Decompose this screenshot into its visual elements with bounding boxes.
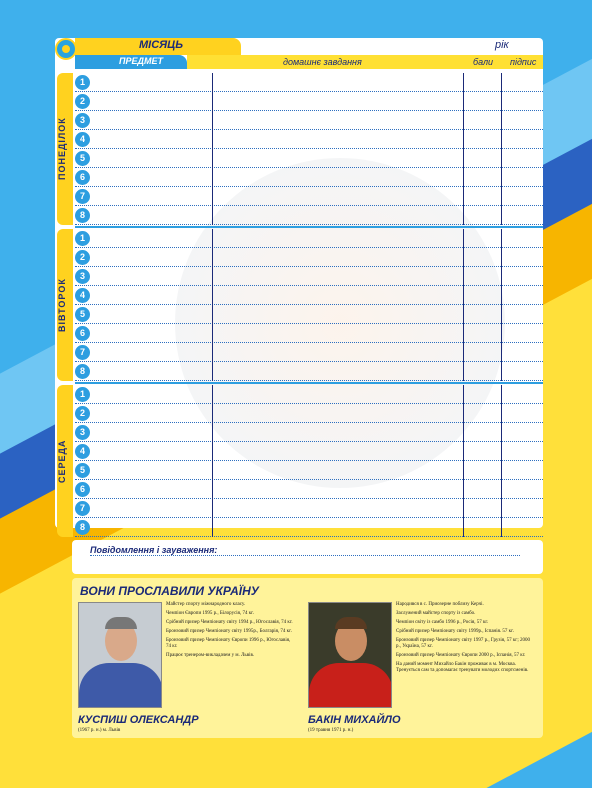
hero-dates: (1967 р. н.) м. Львів xyxy=(78,728,121,733)
lesson-number: 1 xyxy=(75,231,90,246)
lesson-row[interactable] xyxy=(75,267,543,286)
lesson-row[interactable] xyxy=(75,111,543,130)
lesson-number: 8 xyxy=(75,208,90,223)
day-name: СЕРЕДА xyxy=(57,439,67,483)
photo-figure xyxy=(105,617,137,629)
lesson-number: 6 xyxy=(75,482,90,497)
bio-line: Народився в с. Приозерне поблизу Керчі. xyxy=(396,602,484,607)
heroes-title: ВОНИ ПРОСЛАВИЛИ УКРАЇНУ xyxy=(80,584,259,598)
lesson-row[interactable] xyxy=(75,362,543,381)
lesson-row[interactable] xyxy=(75,518,543,537)
lesson-row[interactable] xyxy=(75,423,543,442)
bio-line: Срібний призер Чемпіонату світу 1999р., Іспанія. 57 кг. xyxy=(396,629,514,634)
column-divider xyxy=(463,385,464,537)
bio-line: Майстер спорту міжнародного класу. xyxy=(166,602,246,607)
bio-line: Бронзовий призер Чемпіонату світу 1995р., Болгарія, 74 кг. xyxy=(166,629,292,634)
diary-planner xyxy=(55,38,543,532)
lesson-number: 8 xyxy=(75,520,90,535)
lesson-number: 2 xyxy=(75,406,90,421)
day-separator xyxy=(75,382,543,384)
day-side-tab xyxy=(57,385,73,537)
bio-line: Чемпіон світу із самбо 1996 р., Росія, 57 кг. xyxy=(396,620,489,625)
lesson-number: 2 xyxy=(75,250,90,265)
lesson-row[interactable] xyxy=(75,305,543,324)
lesson-number: 4 xyxy=(75,132,90,147)
column-divider xyxy=(501,73,502,225)
lesson-row[interactable] xyxy=(75,480,543,499)
lesson-number: 1 xyxy=(75,387,90,402)
bio-line: Працює тренером-викладачем у м. Львів. xyxy=(166,653,255,658)
lesson-number: 6 xyxy=(75,326,90,341)
lesson-grid xyxy=(75,73,543,225)
month-tab xyxy=(75,38,241,55)
bio-line: Бронзовий призер Чемпіонату світу 1997 р., Грузія, 57 кг; 2000 р., Україна, 57 кг. xyxy=(396,638,530,649)
bio-line: Срібний призер Чемпіонату світу 1994 р., Югославія, 74 кг. xyxy=(166,620,293,625)
day-side-tab xyxy=(57,229,73,381)
lesson-row[interactable] xyxy=(75,324,543,343)
day-side-tab xyxy=(57,73,73,225)
hero-photo xyxy=(78,602,162,708)
lesson-number: 3 xyxy=(75,113,90,128)
hero-bio xyxy=(396,602,536,677)
lesson-row[interactable] xyxy=(75,92,543,111)
column-divider xyxy=(212,229,213,381)
lesson-number: 2 xyxy=(75,94,90,109)
lesson-number: 5 xyxy=(75,463,90,478)
grades-label: бали xyxy=(473,57,494,67)
photo-figure xyxy=(309,663,392,707)
notes-line[interactable] xyxy=(90,555,520,556)
lesson-number: 6 xyxy=(75,170,90,185)
hero-dates: (19 травня 1971 р. н.) xyxy=(308,728,354,733)
lesson-grid xyxy=(75,229,543,381)
lesson-row[interactable] xyxy=(75,343,543,362)
day-separator xyxy=(75,226,543,228)
hero-bio xyxy=(166,602,296,662)
bio-line: Заслужений майстер спорту із самбо. xyxy=(396,611,476,616)
lesson-row[interactable] xyxy=(75,461,543,480)
notes-section xyxy=(72,540,543,574)
day-name: ПОНЕДІЛОК xyxy=(57,117,67,181)
lesson-number: 7 xyxy=(75,345,90,360)
day-name: ВІВТОРОК xyxy=(57,278,67,332)
photo-figure xyxy=(335,617,367,629)
month-label: МІСЯЦЬ xyxy=(139,39,183,51)
lesson-row[interactable] xyxy=(75,286,543,305)
lesson-number: 1 xyxy=(75,75,90,90)
lesson-row[interactable] xyxy=(75,385,543,404)
heroes-section xyxy=(72,578,543,738)
lesson-grid xyxy=(75,385,543,537)
column-divider xyxy=(463,229,464,381)
logo-icon xyxy=(55,38,77,60)
bio-line: Чемпіон Європи 1995 р., Білорусія, 74 кг. xyxy=(166,611,254,616)
column-divider xyxy=(463,73,464,225)
lesson-row[interactable] xyxy=(75,404,543,423)
subject-tab xyxy=(75,55,187,69)
month-row xyxy=(75,38,543,55)
lesson-number: 4 xyxy=(75,444,90,459)
lesson-number: 8 xyxy=(75,364,90,379)
hero-name: БАКІН МИХАЙЛО xyxy=(308,714,401,726)
lesson-number: 5 xyxy=(75,151,90,166)
lesson-number: 5 xyxy=(75,307,90,322)
lesson-row[interactable] xyxy=(75,442,543,461)
photo-figure xyxy=(79,663,162,707)
lesson-row[interactable] xyxy=(75,206,543,225)
bio-line: Бронзовий призер Чемпіонату Європи 1996 р., Югославія, 74 кг. xyxy=(166,638,291,649)
homework-label: домашнє завдання xyxy=(283,57,362,67)
column-header-row xyxy=(75,55,543,69)
bio-line: Бронзовий призер Чемпіонату Європи 2000 р., Іспанія, 57 кг. xyxy=(396,653,526,658)
column-divider xyxy=(212,73,213,225)
lesson-row[interactable] xyxy=(75,73,543,92)
lesson-row[interactable] xyxy=(75,149,543,168)
hero-name: КУСПИШ ОЛЕКСАНДР xyxy=(78,714,199,726)
lesson-row[interactable] xyxy=(75,187,543,206)
notes-label: Повідомлення і зауваження: xyxy=(90,545,218,555)
lesson-row[interactable] xyxy=(75,168,543,187)
lesson-row[interactable] xyxy=(75,130,543,149)
bio-line: На даний момент Михайло Бакін проживає в м. Москва. Тренується сам та допомагає тренувати молодих спортсменів. xyxy=(396,662,529,673)
year-label: рік xyxy=(495,39,509,51)
lesson-row[interactable] xyxy=(75,248,543,267)
column-divider xyxy=(501,229,502,381)
lesson-number: 7 xyxy=(75,189,90,204)
column-divider xyxy=(501,385,502,537)
lesson-number: 3 xyxy=(75,425,90,440)
subject-label: ПРЕДМЕТ xyxy=(119,56,163,66)
hero-photo xyxy=(308,602,392,708)
column-divider xyxy=(212,385,213,537)
lesson-row[interactable] xyxy=(75,499,543,518)
lesson-number: 7 xyxy=(75,501,90,516)
lesson-row[interactable] xyxy=(75,229,543,248)
lesson-number: 4 xyxy=(75,288,90,303)
signature-label: підпис xyxy=(510,57,537,67)
lesson-number: 3 xyxy=(75,269,90,284)
